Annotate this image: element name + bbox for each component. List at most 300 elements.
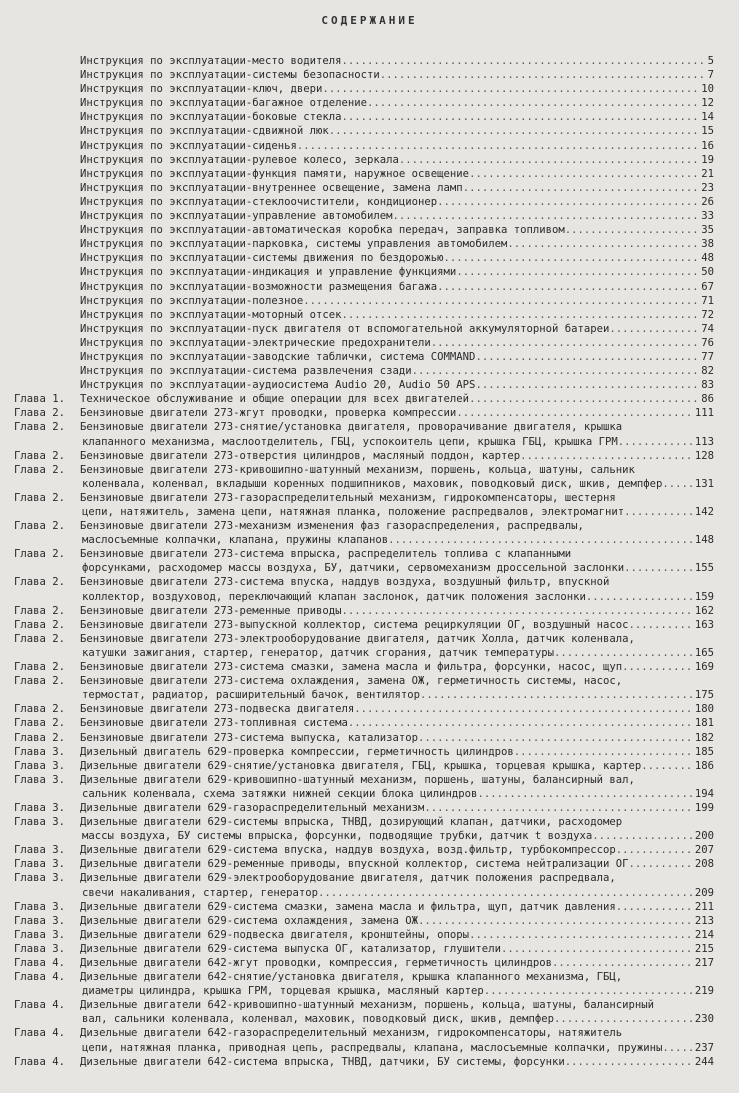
page-number: 83 <box>701 379 714 392</box>
chapter-label: Глава 2. <box>14 717 66 730</box>
dot-leader <box>616 843 694 857</box>
entry-title: Дизельные двигатели 642-газораспределительный механизм, гидрокомпенсаторы, натяжитель <box>80 1027 623 1040</box>
entry-title: Бензиновые двигатели 273-снятие/установка двигателя, проворачивание двигателя, крышка <box>80 421 623 434</box>
entry-title: Дизельные двигатели 629-система охлаждения, замена ОЖ <box>80 914 419 927</box>
chapter-label <box>14 322 80 336</box>
entry-title: Инструкция по эксплуатации-сиденья <box>80 139 297 152</box>
entry-title: Дизельные двигатели 629-системы впрыска, ТНВД, дозирующий клапан, датчики, расходомер <box>80 816 623 829</box>
entry-title: Дизельные двигатели 629-система впуска, наддув воздуха, возд.фильтр, турбокомпрессор <box>80 844 616 857</box>
dot-leader <box>380 68 707 82</box>
toc-entry <box>14 604 714 618</box>
chapter-label: Глава 4. <box>14 1027 66 1040</box>
entry-title: Инструкция по эксплуатации-электрические предохранители <box>80 336 431 349</box>
page-number: 209 <box>694 886 714 899</box>
page-number: 7 <box>707 69 714 82</box>
toc-entry <box>14 547 714 575</box>
page-number: 72 <box>701 308 714 321</box>
dot-leader <box>629 857 694 871</box>
toc-entry <box>14 294 714 308</box>
chapter-label: Глава 3. <box>14 844 66 857</box>
toc-entry <box>14 96 714 110</box>
dot-leader <box>514 745 694 759</box>
toc-entry <box>14 759 714 773</box>
page-number: 15 <box>701 125 714 138</box>
chapter-label <box>14 68 80 82</box>
entry-title: форсунками, расходомер массы воздуха, БУ, датчики, сервомеханизм дроссельной заслонки <box>82 562 625 575</box>
chapter-label: Глава 3. <box>14 942 66 955</box>
dot-leader <box>629 618 694 632</box>
page-number: 23 <box>701 181 714 194</box>
toc-entry <box>14 336 714 350</box>
chapter-label <box>14 350 80 364</box>
chapter-label <box>14 237 80 251</box>
entry-title: Инструкция по эксплуатации-место водителя <box>80 55 342 67</box>
dot-leader <box>318 886 694 900</box>
dot-leader <box>342 54 707 68</box>
dot-leader <box>554 1012 694 1026</box>
page-number: 35 <box>701 224 714 237</box>
entry-title: Дизельные двигатели 629-электрооборудование двигателя, датчик положения распредвала, <box>80 872 616 885</box>
page-number: 82 <box>701 365 714 378</box>
page-number: 50 <box>701 266 714 279</box>
chapter-label <box>14 82 80 96</box>
dot-leader <box>469 928 694 942</box>
entry-title: Инструкция по эксплуатации-моторный отсек <box>80 308 342 321</box>
dot-leader <box>622 660 694 674</box>
entry-title: Техническое обслуживание и общие операции для всех двигателей <box>80 393 470 406</box>
page-number: 10 <box>701 83 714 96</box>
chapter-label: Глава 3. <box>14 759 66 772</box>
chapter-label <box>14 364 80 378</box>
entry-title: Бензиновые двигатели 273-ременные приводы <box>80 604 342 617</box>
toc-entry <box>14 491 714 519</box>
chapter-label: Глава 3. <box>14 872 66 885</box>
toc-entry <box>14 364 714 378</box>
page-number: 230 <box>694 1013 714 1026</box>
dot-leader <box>475 350 700 364</box>
chapter-label: Глава 3. <box>14 914 66 927</box>
page-number: 215 <box>694 942 714 955</box>
chapter-label <box>14 124 80 138</box>
toc-entry <box>14 942 714 956</box>
toc-entry <box>14 773 714 801</box>
chapter-label: Глава 1. <box>14 393 66 406</box>
page-number: 213 <box>694 914 714 927</box>
entry-title: катушки зажигания, стартер, генератор, датчик сгорания, датчик температуры <box>82 646 554 659</box>
dot-leader <box>484 984 694 998</box>
page-number: 237 <box>694 1041 714 1054</box>
chapter-label <box>14 209 80 223</box>
entry-title: Инструкция по эксплуатации-функция памяти, наружное освещение <box>80 167 470 180</box>
toc-entry <box>14 956 714 970</box>
entry-title: Бензиновые двигатели 273-система впрыска, распределитель топлива с клапанными <box>80 548 572 561</box>
chapter-label <box>14 110 80 124</box>
dot-leader <box>303 294 700 308</box>
entry-title: Инструкция по эксплуатации-сдвижной люк <box>80 125 329 138</box>
dot-leader <box>412 364 701 378</box>
toc-entry <box>14 68 714 82</box>
entry-title: Дизельные двигатели 629-кривошипно-шатунный механизм, поршень, шатуны, балансирный вал, <box>80 773 635 786</box>
toc-entry <box>14 308 714 322</box>
dot-leader <box>624 505 694 519</box>
page-number: 214 <box>694 928 714 941</box>
chapter-label: Глава 2. <box>14 618 66 631</box>
toc-entry <box>14 237 714 251</box>
chapter-label: Глава 2. <box>14 661 66 674</box>
entry-title: Инструкция по эксплуатации-боковые стекла <box>80 111 342 124</box>
entry-title: Бензиновые двигатели 273-топливная система <box>80 717 348 730</box>
chapter-label <box>14 294 80 308</box>
chapter-label <box>14 139 80 153</box>
entry-title: Инструкция по эксплуатации-ключ, двери <box>80 83 323 96</box>
dot-leader <box>456 265 700 279</box>
page-number: 185 <box>694 745 714 758</box>
entry-title: Инструкция по эксплуатации-аудиосистема Audio 20, Audio 50 APS <box>80 379 476 392</box>
page-number: 163 <box>694 618 714 631</box>
page-number: 169 <box>694 661 714 674</box>
dot-leader <box>469 392 700 406</box>
dot-leader <box>437 195 700 209</box>
chapter-label: Глава 2. <box>14 632 66 645</box>
entry-title: Бензиновые двигатели 273-жгут проводки, проверка компрессии <box>80 407 457 420</box>
chapter-label <box>14 153 80 167</box>
dot-leader <box>477 787 693 801</box>
toc-entry <box>14 801 714 815</box>
entry-title: цепи, натяжная планка, приводная цепь, распредвалы, клапана, маслосъемные колпачки, пружины <box>82 1041 663 1054</box>
dot-leader <box>342 110 701 124</box>
chapter-label: Глава 2. <box>14 491 66 504</box>
entry-title: коленвала, коленвал, вкладыши коренных подшипников, маховик, поводковый диск, шкив, демпфер <box>82 477 663 490</box>
dot-leader <box>342 308 701 322</box>
dot-leader <box>342 604 694 618</box>
dot-leader <box>501 942 694 956</box>
dot-leader <box>554 646 694 660</box>
page-number: 219 <box>694 985 714 998</box>
entry-title: свечи накаливания, стартер, генератор <box>82 886 318 899</box>
page-number: 211 <box>694 900 714 913</box>
entry-title: диаметры цилиндра, крышка ГРМ, торцевая крышка, масляный картер <box>82 985 484 998</box>
dot-leader <box>388 533 694 547</box>
chapter-label: Глава 3. <box>14 816 66 829</box>
dot-leader <box>662 1041 693 1055</box>
dot-leader <box>437 280 700 294</box>
dot-leader <box>552 956 694 970</box>
toc-entry <box>14 857 714 871</box>
page-number: 208 <box>694 858 714 871</box>
page-number: 76 <box>701 336 714 349</box>
entry-title: Инструкция по эксплуатации-багажное отделение <box>80 97 368 110</box>
dot-leader <box>322 82 700 96</box>
page-number: 194 <box>694 787 714 800</box>
dot-leader <box>354 702 694 716</box>
page-number: 148 <box>694 534 714 547</box>
chapter-label: Глава 2. <box>14 675 66 688</box>
toc-entry <box>14 449 714 463</box>
entry-title: Инструкция по эксплуатации-индикация и управление функциями <box>80 266 457 279</box>
page-number: 38 <box>701 238 714 251</box>
page-number: 175 <box>694 689 714 702</box>
page-number: 113 <box>694 435 714 448</box>
toc-entry <box>14 420 714 448</box>
entry-title: Бензиновые двигатели 273-система выпуска, катализатор <box>80 731 419 744</box>
toc-entry <box>14 1026 714 1054</box>
dot-leader <box>618 435 694 449</box>
page-number: 33 <box>701 210 714 223</box>
dot-leader <box>329 124 700 138</box>
entry-title: Бензиновые двигатели 273-выпускной коллектор, система рециркуляции ОГ, воздушный насос <box>80 618 629 631</box>
toc-entry <box>14 998 714 1026</box>
entry-title: Инструкция по эксплуатации-стеклоочистители, кондиционер <box>80 195 438 208</box>
page-number: 182 <box>694 731 714 744</box>
page-number: 74 <box>701 322 714 335</box>
entry-title: маслосъемные колпачки, клапана, пружины клапанов <box>82 534 389 547</box>
toc-entry <box>14 153 714 167</box>
chapter-label: Глава 2. <box>14 604 66 617</box>
toc-entry <box>14 392 714 406</box>
entry-title: массы воздуха, БУ системы впрыска, форсунки, подводящие трубки, датчик t воздуха <box>82 830 593 843</box>
dot-leader <box>662 477 693 491</box>
chapter-label <box>14 167 80 181</box>
entry-title: Дизельные двигатели 642-жгут проводки, компрессия, герметичность цилиндров <box>80 957 552 969</box>
page-number: 131 <box>694 477 714 490</box>
toc-entry <box>14 702 714 716</box>
page-number: 165 <box>694 646 714 659</box>
entry-title: Инструкция по эксплуатации-система развлечения сзади <box>80 365 412 378</box>
page-number: 26 <box>701 195 714 208</box>
entry-title: коллектор, воздуховод, переключающий клапан заслонок, датчик положения заслонки <box>82 590 586 603</box>
page-number: 14 <box>701 111 714 124</box>
page-number: 181 <box>694 717 714 730</box>
entry-title: Бензиновые двигатели 273-система впуска, наддув воздуха, воздушный фильтр, впускной <box>80 576 610 589</box>
entry-title: Дизельные двигатели 642-снятие/установка двигателя, крышка клапанного механизма, ГБЦ, <box>80 971 623 984</box>
toc-entry <box>14 618 714 632</box>
page-number: 12 <box>701 97 714 110</box>
entry-title: Дизельные двигатели 629-система смазки, замена масла и фильтра, щуп, датчик давления <box>80 900 616 913</box>
entry-title: Инструкция по эксплуатации-управление автомобилем <box>80 210 393 223</box>
toc-entry <box>14 350 714 364</box>
toc-entry <box>14 195 714 209</box>
dot-leader <box>297 139 700 153</box>
toc-entry <box>14 463 714 491</box>
toc-entry <box>14 54 714 68</box>
dot-leader <box>469 167 700 181</box>
page-number: 162 <box>694 604 714 617</box>
dot-leader <box>418 731 694 745</box>
entry-title: Дизельные двигатели 629-газораспределительный механизм <box>80 801 425 814</box>
chapter-label: Глава 4. <box>14 971 66 984</box>
page-number: 16 <box>701 139 714 152</box>
chapter-label <box>14 378 80 392</box>
entry-title: Дизельные двигатели 642-кривошипно-шатунный механизм, поршень, кольца, шатуны, балансирный <box>80 999 655 1012</box>
entry-title: Инструкция по эксплуатации-рулевое колесо, зеркала <box>80 153 399 166</box>
dot-leader <box>424 801 693 815</box>
toc-entry <box>14 181 714 195</box>
toc-entry <box>14 731 714 745</box>
dot-leader <box>624 561 694 575</box>
entry-title: Инструкция по эксплуатации-системы безопасности <box>80 69 380 82</box>
entry-title: клапанного механизма, маслоотделитель, ГБЦ, успокоитель цепи, крышка ГБЦ, крышка ГРМ <box>82 435 618 448</box>
entry-title: Дизельные двигатели 629-ременные приводы, впускной коллектор, система нейтрализации ОГ <box>80 858 629 871</box>
dot-leader <box>393 209 701 223</box>
page-number: 71 <box>701 294 714 307</box>
dot-leader <box>420 688 694 702</box>
chapter-label <box>14 181 80 195</box>
chapter-label: Глава 3. <box>14 773 66 786</box>
page-number: 77 <box>701 350 714 363</box>
toc-entry <box>14 209 714 223</box>
entry-title: Инструкция по эксплуатации-системы движения по бездорожью <box>80 252 444 265</box>
entry-title: цепи, натяжитель, замена цепи, натяжная планка, положение распредвалов, электромагнит <box>82 506 625 518</box>
entry-title: Бензиновые двигатели 273-газораспределительный механизм, гидрокомпенсаторы, шестерня <box>80 491 616 504</box>
chapter-label <box>14 336 80 350</box>
chapter-label: Глава 4. <box>14 999 66 1012</box>
toc-entry <box>14 575 714 603</box>
page-number: 67 <box>701 280 714 293</box>
toc-entry <box>14 660 714 674</box>
toc-entry <box>14 674 714 702</box>
page-number: 186 <box>694 759 714 772</box>
toc-entry <box>14 519 714 547</box>
page-number: 159 <box>694 590 714 603</box>
entry-title: Бензиновые двигатели 273-подвеска двигателя <box>80 703 355 716</box>
toc-entry <box>14 110 714 124</box>
entry-title: Бензиновые двигатели 273-система охлаждения, замена ОЖ, герметичность системы, насос, <box>80 675 623 688</box>
chapter-label: Глава 2. <box>14 463 66 476</box>
toc-entry <box>14 745 714 759</box>
dot-leader <box>592 829 694 843</box>
dot-leader <box>444 251 701 265</box>
toc-entry <box>14 928 714 942</box>
chapter-label: Глава 2. <box>14 731 66 744</box>
page-number: 244 <box>694 1055 714 1068</box>
dot-leader <box>520 449 694 463</box>
toc-entry <box>14 632 714 660</box>
entry-title: Инструкция по эксплуатации-автоматическая коробка передач, заправка топливом <box>80 224 565 237</box>
dot-leader <box>348 716 694 730</box>
chapter-label: Глава 2. <box>14 576 66 589</box>
toc-entry <box>14 139 714 153</box>
dot-leader <box>586 590 694 604</box>
chapter-label: Глава 3. <box>14 928 66 941</box>
toc-entry <box>14 815 714 843</box>
chapter-label <box>14 251 80 265</box>
chapter-label: Глава 2. <box>14 703 66 716</box>
page-number: 199 <box>694 801 714 814</box>
toc-entry <box>14 265 714 279</box>
chapter-label: Глава 2. <box>14 520 66 533</box>
chapter-label: Глава 3. <box>14 858 66 871</box>
toc-entry <box>14 378 714 392</box>
entry-title: Бензиновые двигатели 273-электрооборудование двигателя, датчик Холла, датчик коленвала, <box>80 632 635 645</box>
dot-leader <box>399 153 700 167</box>
entry-title: Инструкция по эксплуатации-заводские таблички, система COMMAND <box>80 350 476 363</box>
entry-title: Бензиновые двигатели 273-кривошипно-шатунный механизм, поршень, кольца, шатуны, сальник <box>80 463 635 476</box>
page-number: 217 <box>694 957 714 969</box>
entry-title: Бензиновые двигатели 273-отверстия цилиндров, масляный поддон, картер <box>80 449 521 462</box>
dot-leader <box>565 1055 694 1069</box>
toc-entry <box>14 223 714 237</box>
entry-title: Дизельные двигатели 629-снятие/установка двигателя, ГБЦ, крышка, торцевая крышка, картер <box>80 759 642 772</box>
page-number: 21 <box>701 167 714 180</box>
chapter-label <box>14 195 80 209</box>
chapter-label <box>14 96 80 110</box>
toc-entry <box>14 124 714 138</box>
chapter-label <box>14 265 80 279</box>
toc-entry <box>14 1055 714 1069</box>
chapter-label: Глава 2. <box>14 449 66 462</box>
toc-entry <box>14 871 714 899</box>
page-number: 19 <box>701 153 714 166</box>
dot-leader <box>641 759 694 773</box>
page-number: 86 <box>701 393 714 406</box>
dot-leader <box>431 336 700 350</box>
dot-leader <box>456 406 694 420</box>
chapter-label: Глава 2. <box>14 421 66 434</box>
chapter-label: Глава 4. <box>14 1055 66 1068</box>
chapter-label: Глава 3. <box>14 745 66 758</box>
dot-leader <box>565 223 701 237</box>
chapter-label <box>14 308 80 322</box>
entry-title: Инструкция по эксплуатации-пуск двигателя от вспомогательной аккумуляторной батареи <box>80 322 610 335</box>
page-number: 200 <box>694 830 714 843</box>
toc-entry <box>14 716 714 730</box>
entry-title: Инструкция по эксплуатации-внутреннее освещение, замена ламп <box>80 181 463 194</box>
page-number: 155 <box>694 562 714 575</box>
page-number: 111 <box>694 407 714 420</box>
entry-title: сальник коленвала, схема затяжки нижней секции блока цилиндров <box>82 787 478 800</box>
chapter-label: Глава 4. <box>14 957 66 969</box>
entry-title: Инструкция по эксплуатации-парковка, системы управления автомобилем <box>80 238 508 251</box>
toc-entry <box>14 322 714 336</box>
dot-leader <box>616 900 694 914</box>
toc-entry <box>14 406 714 420</box>
entry-title: Дизельные двигатели 629-подвеска двигателя, кронштейны, опоры <box>80 928 470 941</box>
page-number: 128 <box>694 449 714 462</box>
entry-title: термостат, радиатор, расширительный бачок, вентилятор <box>82 689 421 702</box>
chapter-label <box>14 223 80 237</box>
dot-leader <box>463 181 701 195</box>
entry-title: Дизельные двигатели 629-система выпуска ОГ, катализатор, глушители <box>80 942 501 955</box>
entry-title: Бензиновые двигатели 273-система смазки, замена масла и фильтра, форсунки, насос, щуп <box>80 661 623 674</box>
entry-title: Инструкция по эксплуатации-полезное <box>80 294 304 307</box>
dot-leader <box>475 378 700 392</box>
entry-title: Инструкция по эксплуатации-возможности размещения багажа <box>80 280 438 293</box>
chapter-label: Глава 2. <box>14 407 66 420</box>
toc-entry <box>14 843 714 857</box>
page-number: 180 <box>694 703 714 716</box>
dot-leader <box>609 322 700 336</box>
page-number: 207 <box>694 844 714 857</box>
toc-entry <box>14 914 714 928</box>
page-number: 5 <box>707 55 714 67</box>
chapter-label <box>14 54 80 68</box>
entry-title: Дизельные двигатели 642-система впрыска, ТНВД, датчики, БУ системы, форсунки <box>80 1055 565 1068</box>
page-title: СОДЕРЖАНИЕ <box>321 14 418 27</box>
dot-leader <box>367 96 700 110</box>
entry-title: Дизельный двигатель 629-проверка компрессии, герметичность цилиндров <box>80 745 514 758</box>
chapter-label: Глава 3. <box>14 900 66 913</box>
chapter-label: Глава 2. <box>14 548 66 561</box>
dot-leader <box>507 237 700 251</box>
toc-entry <box>14 280 714 294</box>
entry-title: Бензиновые двигатели 273-механизм изменения фаз газораспределения, распредвалы, <box>80 520 584 533</box>
toc-entry <box>14 167 714 181</box>
chapter-label: Глава 3. <box>14 801 66 814</box>
table-of-contents <box>14 54 714 1069</box>
toc-entry <box>14 251 714 265</box>
dot-leader <box>418 914 694 928</box>
chapter-label <box>14 280 80 294</box>
